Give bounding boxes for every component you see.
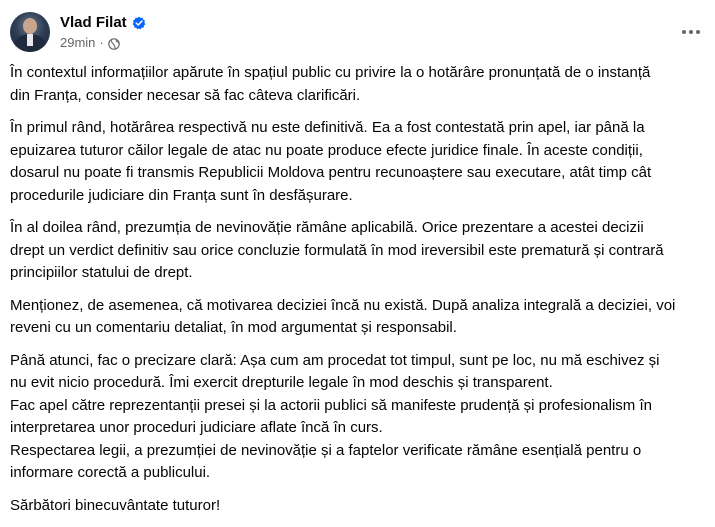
post-paragraph [10, 295, 700, 340]
post-text-line: dosarul nu poate fi transmis Republicii Moldova pentru recunoaștere sau executare, atât timp cât [10, 164, 652, 181]
post-text-line: În al doilea rând, prezumția de nevinovăție rămâne aplicabilă. Orice prezentare a acestei decizii [10, 219, 644, 236]
post-text-line: informare corectă a publicului. [10, 464, 211, 481]
globe-icon[interactable] [108, 37, 120, 49]
verified-badge-icon [132, 16, 146, 30]
post-text-line: din Franța, consider necesar să fac câteva clarificări. [10, 86, 361, 104]
post-text-line: Până atunci, fac o precizare clară: Așa cum am procedat tot timpul, sunt pe loc, nu mă eschivez și [10, 351, 660, 369]
post-text-line: interpretarea unor proceduri judiciare aflate încă în curs. [10, 419, 383, 436]
author-row [60, 13, 146, 33]
timestamp-row [60, 34, 146, 52]
post-text-line: epuizarea tuturor căilor legale de atac nu poate produce efecte juridice finale. În aceste condiții, [10, 141, 643, 159]
post-text-line: reveni cu un comentariu detaliat, în mod argumentat și responsabil. [10, 319, 457, 336]
post-text-line: Menționez, de asemenea, că motivarea deciziei încă nu există. După analiza integrală a deciziei, voi [10, 296, 676, 314]
author-name[interactable]: Vlad Filat [60, 14, 127, 31]
post-text-line: Respectarea legii, a prezumției de nevinovăție și a faptelor verificate rămâne esențială pentru o [10, 441, 642, 459]
post-time[interactable]: 29min [60, 35, 96, 50]
post-text-line: principiilor statului de drept. [10, 264, 193, 281]
post-paragraph [10, 217, 700, 285]
post-text-line: Sărbători binecuvântate tuturor! [10, 496, 221, 514]
post-text-line: nu evit nicio procedură. Îmi exercit drepturile legale în mod deschis și transparent. [10, 374, 553, 391]
more-options-icon[interactable] [677, 18, 705, 46]
post-text-line: În contextul informațiilor apărute în spațiul public cu privire la o hotărâre pronunțată de o instanță [10, 64, 651, 81]
post-text-line: În primul rând, hotărârea respectivă nu este definitivă. Ea a fost contestată prin apel, iar până la [10, 119, 645, 136]
post-meta [60, 13, 146, 52]
post-paragraph [10, 117, 700, 207]
post-paragraph [10, 62, 700, 107]
author-avatar[interactable] [10, 12, 50, 52]
post-text [10, 62, 700, 527]
post-text-line: Fac apel către reprezentanții presei și la actorii publici să manifeste prudență și profesionalism în [10, 396, 652, 414]
separator-dot: · [99, 35, 104, 50]
post-paragraph [10, 495, 700, 518]
post-paragraph [10, 350, 700, 485]
post-text-line: drept un verdict definitiv sau orice concluzie formulată în mod ireversibil este prematură și contrară [10, 241, 664, 259]
post-header [10, 10, 146, 54]
post-text-line: procedurile judiciare din Franța sunt în desfășurare. [10, 186, 353, 204]
